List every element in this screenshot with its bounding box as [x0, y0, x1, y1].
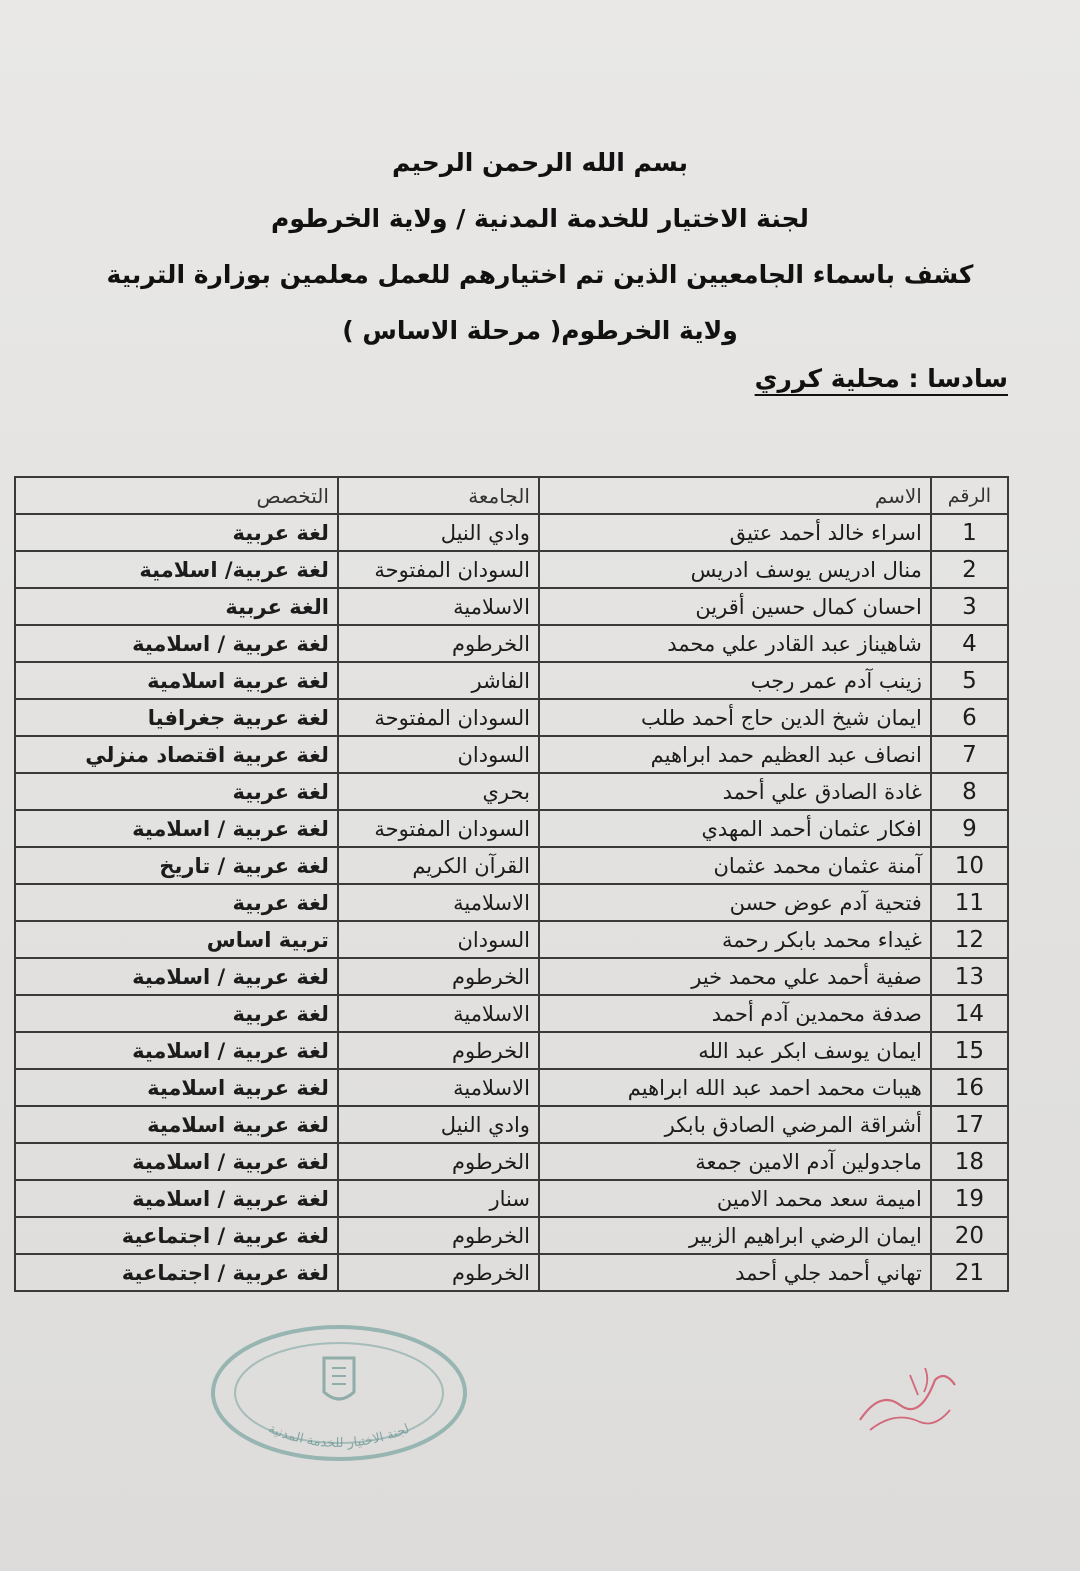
committee-line: لجنة الاختيار للخدمة المدنية / ولاية الخرطوم [271, 204, 809, 233]
cell-specialization: لغة عربية / اسلامية [15, 958, 338, 995]
cell-specialization: لغة عربية/ اسلامية [15, 551, 338, 588]
cell-specialization: لغة عربية اقتصاد منزلي [15, 736, 338, 773]
cell-number: 6 [931, 699, 1008, 736]
cell-name: هيبات محمد احمد عبد الله ابراهيم [539, 1069, 931, 1106]
table-row [15, 736, 1008, 773]
cell-name: غيداء محمد بابكر رحمة [539, 921, 931, 958]
cell-specialization: تربية اساس [15, 921, 338, 958]
cell-number: 16 [931, 1069, 1008, 1106]
table-row [15, 551, 1008, 588]
table-row [15, 699, 1008, 736]
cell-university: وادي النيل [338, 1106, 539, 1143]
cell-specialization: لغة عربية / اسلامية [15, 625, 338, 662]
cell-specialization: لغة عربية / اسلامية [15, 1180, 338, 1217]
cell-university: الاسلامية [338, 1069, 539, 1106]
cell-specialization: لغة عربية اسلامية [15, 1106, 338, 1143]
cell-name: منال ادريس يوسف ادريس [539, 551, 931, 588]
cell-name: أشراقة المرضي الصادق بابكر [539, 1106, 931, 1143]
cell-specialization: الغة عربية [15, 588, 338, 625]
cell-number: 1 [931, 514, 1008, 551]
cell-name: صفية أحمد علي محمد خير [539, 958, 931, 995]
cell-university: القرآن الكريم [338, 847, 539, 884]
cell-name: ايمان يوسف ابكر عبد الله [539, 1032, 931, 1069]
cell-number: 2 [931, 551, 1008, 588]
cell-name: ايمان الرضي ابراهيم الزبير [539, 1217, 931, 1254]
cell-number: 7 [931, 736, 1008, 773]
cell-name: احسان كمال حسين أقرين [539, 588, 931, 625]
cell-name: تهاني أحمد جلي أحمد [539, 1254, 931, 1291]
cell-university: الخرطوم [338, 1143, 539, 1180]
cell-number: 14 [931, 995, 1008, 1032]
table-row [15, 1143, 1008, 1180]
cell-name: صدفة محمدين آدم أحمد [539, 995, 931, 1032]
cell-university: السودان المفتوحة [338, 551, 539, 588]
cell-university: الفاشر [338, 662, 539, 699]
table-row [15, 1217, 1008, 1254]
cell-university: سنار [338, 1180, 539, 1217]
cell-specialization: لغة عربية [15, 514, 338, 551]
table-row [15, 588, 1008, 625]
table-row [15, 921, 1008, 958]
cell-university: السودان المفتوحة [338, 699, 539, 736]
cell-number: 18 [931, 1143, 1008, 1180]
document-header [60, 135, 1020, 359]
cell-university: بحري [338, 773, 539, 810]
cell-university: الاسلامية [338, 884, 539, 921]
cell-name: ايمان شيخ الدين حاج أحمد طلب [539, 699, 931, 736]
cell-number: 10 [931, 847, 1008, 884]
cell-name: ماجدولين آدم الامين جمعة [539, 1143, 931, 1180]
cell-university: الخرطوم [338, 625, 539, 662]
cell-university: السودان المفتوحة [338, 810, 539, 847]
cell-specialization: لغة عربية جغرافيا [15, 699, 338, 736]
header-name: الاسم [539, 477, 931, 514]
cell-name: زينب آدم عمر رجب [539, 662, 931, 699]
table-row [15, 662, 1008, 699]
cell-university: الاسلامية [338, 588, 539, 625]
cell-name: افكار عثمان أحمد المهدي [539, 810, 931, 847]
candidates-table [14, 476, 1009, 1292]
stamp-emblem-icon [324, 1358, 354, 1399]
table-row [15, 810, 1008, 847]
cell-university: الخرطوم [338, 958, 539, 995]
table-row [15, 847, 1008, 884]
cell-number: 13 [931, 958, 1008, 995]
table-row [15, 514, 1008, 551]
cell-number: 12 [931, 921, 1008, 958]
cell-specialization: لغة عربية / اسلامية [15, 1143, 338, 1180]
cell-specialization: لغة عربية [15, 884, 338, 921]
cell-specialization: لغة عربية اسلامية [15, 1069, 338, 1106]
cell-specialization: لغة عربية اسلامية [15, 662, 338, 699]
cell-name: انصاف عبد العظيم حمد ابراهيم [539, 736, 931, 773]
cell-name: آمنة عثمان محمد عثمان [539, 847, 931, 884]
cell-specialization: لغة عربية [15, 995, 338, 1032]
cell-number: 19 [931, 1180, 1008, 1217]
cell-number: 8 [931, 773, 1008, 810]
table-row [15, 884, 1008, 921]
table-row [15, 773, 1008, 810]
cell-specialization: لغة عربية / اسلامية [15, 810, 338, 847]
cell-university: السودان [338, 736, 539, 773]
basmala-line: بسم الله الرحمن الرحيم [392, 148, 688, 177]
cell-name: اميمة سعد محمد الامين [539, 1180, 931, 1217]
header-number: الرقم [931, 477, 1008, 514]
cell-university: الاسلامية [338, 995, 539, 1032]
table-row [15, 1106, 1008, 1143]
table-row [15, 1180, 1008, 1217]
cell-number: 20 [931, 1217, 1008, 1254]
cell-specialization: لغة عربية / اجتماعية [15, 1254, 338, 1291]
cell-number: 11 [931, 884, 1008, 921]
table-row [15, 958, 1008, 995]
cell-specialization: لغة عربية / اجتماعية [15, 1217, 338, 1254]
cell-name: شاهيناز عبد القادر علي محمد [539, 625, 931, 662]
table-header-row [15, 477, 1008, 514]
cell-number: 21 [931, 1254, 1008, 1291]
cell-university: السودان [338, 921, 539, 958]
cell-number: 17 [931, 1106, 1008, 1143]
cell-university: الخرطوم [338, 1032, 539, 1069]
table-row [15, 995, 1008, 1032]
cell-university: الخرطوم [338, 1217, 539, 1254]
cell-number: 4 [931, 625, 1008, 662]
table-row [15, 625, 1008, 662]
cell-number: 5 [931, 662, 1008, 699]
table-row [15, 1254, 1008, 1291]
cell-name: اسراء خالد أحمد عتيق [539, 514, 931, 551]
cell-specialization: لغة عربية [15, 773, 338, 810]
cell-number: 15 [931, 1032, 1008, 1069]
section-title: سادسا : محلية كرري [754, 364, 1008, 393]
stamp-text: لجنة الاختيار للخدمة المدنية [266, 1421, 412, 1452]
cell-specialization: لغة عربية / تاريخ [15, 847, 338, 884]
header-specialization: التخصص [15, 477, 338, 514]
table-row [15, 1032, 1008, 1069]
cell-specialization: لغة عربية / اسلامية [15, 1032, 338, 1069]
cell-university: الخرطوم [338, 1254, 539, 1291]
cell-name: غادة الصادق علي أحمد [539, 773, 931, 810]
list-title-line: كشف باسماء الجامعيين الذين تم اختيارهم للعمل معلمين بوزارة التربية [106, 260, 974, 289]
stage-line: ولاية الخرطوم( مرحلة الاساس ) [342, 316, 738, 345]
svg-text:لجنة الاختيار للخدمة المدنية [266, 1421, 412, 1451]
table-body [15, 514, 1008, 1291]
cell-university: وادي النيل [338, 514, 539, 551]
cell-number: 3 [931, 588, 1008, 625]
official-stamp [208, 1322, 470, 1464]
cell-name: فتحية آدم عوض حسن [539, 884, 931, 921]
signature-mark [840, 1350, 970, 1440]
table-row [15, 1069, 1008, 1106]
header-university: الجامعة [338, 477, 539, 514]
cell-number: 9 [931, 810, 1008, 847]
